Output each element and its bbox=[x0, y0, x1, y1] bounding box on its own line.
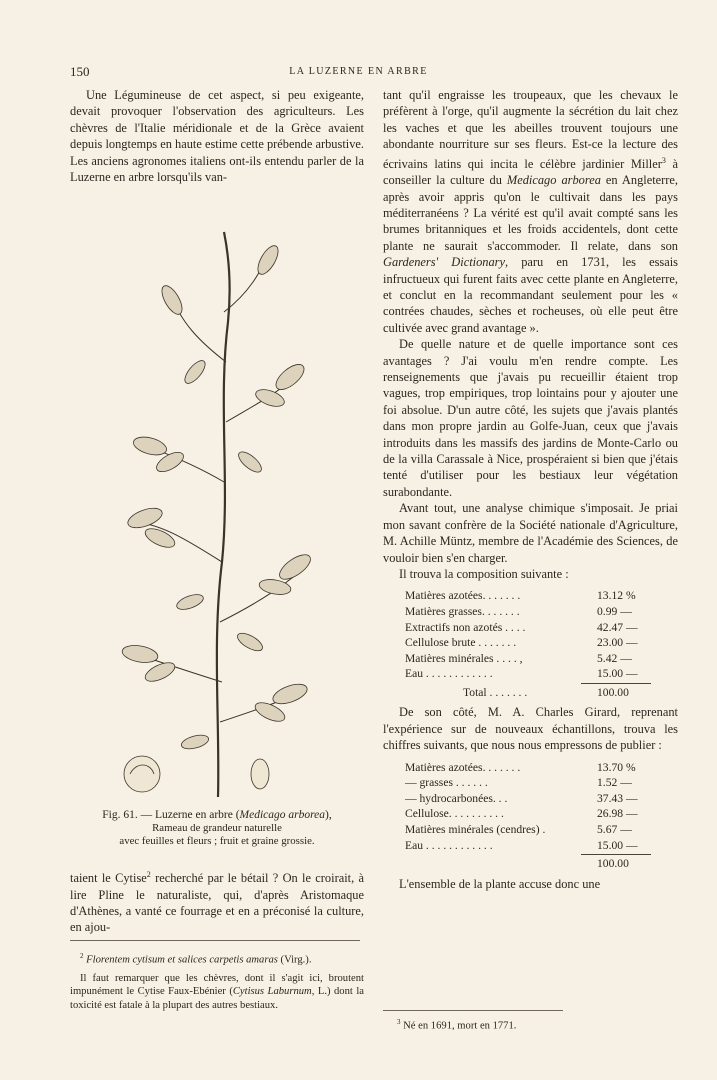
paragraph-analyse: Avant tout, une analyse chimique s'imposait. Je priai mon savant confrère de la Société nationale d'Agriculture, M. Achille Müntz, membre de l'Académie des Sciences, de vouloir bien s'en charger. bbox=[383, 501, 678, 565]
total-value: 100.00 bbox=[597, 685, 629, 699]
total-rule bbox=[581, 854, 651, 855]
paragraph-ensemble: L'ensemble de la plante accuse donc une bbox=[399, 876, 601, 891]
row-label: Eau . . . . . . . . . . . . bbox=[405, 667, 493, 681]
row-value: 23.00 — bbox=[597, 636, 638, 650]
row-value: 26.98 — bbox=[597, 807, 638, 821]
total-label: Total . . . . . . . bbox=[463, 685, 528, 699]
row-label: — hydrocarbonées. . . bbox=[405, 791, 508, 805]
left-column-top bbox=[70, 87, 364, 185]
row-label: Matières minérales . . . . , bbox=[405, 651, 523, 665]
table-row bbox=[405, 666, 665, 682]
footnote-ref-2[interactable]: 2 bbox=[146, 870, 151, 879]
table-row bbox=[405, 651, 665, 667]
botanical-illustration bbox=[100, 222, 340, 802]
paragraph-composition-intro: Il trouva la composition suivante : bbox=[399, 566, 569, 581]
row-value: 13.70 % bbox=[597, 760, 636, 774]
left-column-bottom: taient le Cytise$^2$ recherché par le bétail ? On le croirait, à lire Pline le naturaliste, qui, d'après Aristomaque d'Athènes, a vanté ce fourrage et en a préconisé la culture, en ajou- bbox=[70, 870, 364, 935]
composition-table-girard bbox=[405, 760, 665, 872]
row-value: 0.99 — bbox=[597, 604, 632, 618]
row-value: 37.43 — bbox=[597, 791, 638, 805]
footnote-rule-left bbox=[70, 940, 360, 941]
composition-table-muntz bbox=[405, 588, 665, 700]
table-row bbox=[405, 791, 665, 807]
figure-caption: Fig. 61. — Luzerne en arbre (Medicago arborea), Rameau de grandeur naturelle avec feuilles et fleurs ; fruit et graine grossie. bbox=[102, 809, 332, 847]
row-label: Matières minérales (cendres) . bbox=[405, 823, 546, 837]
intro-paragraph: Une Légumineuse de cet aspect, si peu exigeante, devait provoquer l'observation des agriculteurs. Les chèvres de l'Italie méridionale et de la Grèce avaient depuis longtemps en haute estime cette prébende arbustive. Les anciens agronomes italiens ont-ils entendu parler de la Luzerne en arbre lorsqu'ils van- bbox=[70, 88, 364, 185]
row-label: Cellulose brute . . . . . . . bbox=[405, 636, 517, 650]
row-label: Cellulose. . . . . . . . . . bbox=[405, 807, 504, 821]
row-label: Matières azotées. . . . . . . bbox=[405, 760, 521, 774]
paragraph-avantages: De quelle nature et de quelle importance sont ces avantages ? J'ai voulu m'en rendre compte. Les renseignements que j'avais pu recueillir étaient trop vagues, trop empiriques, trop lointains pour y ajouter une foi absolue. D'un autre côté, les sujets que j'avais plantés dans mon propre jardin au Golfe-Juan, ceux que j'avais introduits dans les massifs des jardins de Monte-Carlo ou de la villa Carassale à Nice, prospéraient si bien que j'étais tenté d'utiliser pour les bestiaux leur végétation surabondante. bbox=[383, 337, 678, 499]
right-column bbox=[383, 87, 678, 892]
row-value: 15.00 — bbox=[597, 838, 638, 852]
row-value: 5.42 — bbox=[597, 651, 632, 665]
footnote-rule-right bbox=[383, 1010, 563, 1011]
table-row bbox=[405, 838, 665, 854]
row-label: — grasses . . . . . . bbox=[405, 776, 488, 790]
row-value: 15.00 — bbox=[597, 667, 638, 681]
paragraph-miller: tant qu'il engraisse les troupeaux, que les chevaux le préfèrent à l'orge, qu'il augmente la sécrétion du lait chez les vaches et que les abeilles trouvent toujours une abondante nourriture sur ses fleurs. Est-ce la lecture des écrivains latins qui incita le célèbre jardinier Miller$^3$ à conseiller la culture du Medicago arborea en Angleterre, après avoir appris qu'on le cultivait dans les pays méditerranéens ? La vérité est qu'il avait compté sans les brumes britanniques et les froids accidentels, dont cette plante ne saurait s'accommoder. Il relate, dans son Gardeners' Dictionary, paru en 1731, les essais infructueux qui furent faits avec cette plante en Angleterre, et conclut en la recommandant seulement pour les « contrées chaudes, sèches et rocheuses, où elle peut être cultivée avec grand avantage ». bbox=[383, 88, 679, 335]
row-label: Matières azotées. . . . . . . bbox=[405, 589, 521, 603]
row-value: 1.52 — bbox=[597, 776, 632, 790]
table-row bbox=[405, 806, 665, 822]
running-head: LA LUZERNE EN ARBRE bbox=[289, 66, 428, 77]
footnote-ref-3[interactable]: 3 bbox=[661, 155, 666, 165]
table-row bbox=[405, 760, 665, 776]
page-number: 150 bbox=[70, 64, 90, 79]
table-row bbox=[405, 588, 665, 604]
table-row bbox=[405, 604, 665, 620]
total-row bbox=[405, 685, 665, 701]
row-value: 42.47 — bbox=[597, 620, 638, 634]
row-label: Eau . . . . . . . . . . . . bbox=[405, 838, 493, 852]
total-label bbox=[405, 856, 597, 872]
row-value: 13.12 % bbox=[597, 589, 636, 603]
table-row bbox=[405, 635, 665, 651]
row-label: Extractifs non azotés . . . . bbox=[405, 620, 526, 634]
footnotes-left: $^2$ Florentem cytisum et salices carpetis amaras (Virg.). Il faut remarquer que les chèvres, dont il s'agit ici, broutent impunément le Cytise Faux-Ebénier (Cytisus Laburnum, L.) dont la toxicité est fatale à la plupart des autres bestiaux. bbox=[70, 952, 364, 1011]
footnote-miller: $^3$ Né en 1691, mort en 1771. bbox=[397, 1018, 517, 1032]
paragraph-girard: De son côté, M. A. Charles Girard, reprenant l'expérience sur de nouveaux échantillons, trouva les chiffres suivants, que nous nous empressons de publier : bbox=[383, 705, 678, 753]
table-row bbox=[405, 775, 665, 791]
total-rule bbox=[581, 683, 651, 684]
row-label: Matières grasses. . . . . . . bbox=[405, 604, 520, 618]
table-row bbox=[405, 620, 665, 636]
row-value: 5.67 — bbox=[597, 823, 632, 837]
total-value: 100.00 bbox=[597, 857, 629, 871]
total-row bbox=[405, 856, 665, 872]
table-row bbox=[405, 822, 665, 838]
